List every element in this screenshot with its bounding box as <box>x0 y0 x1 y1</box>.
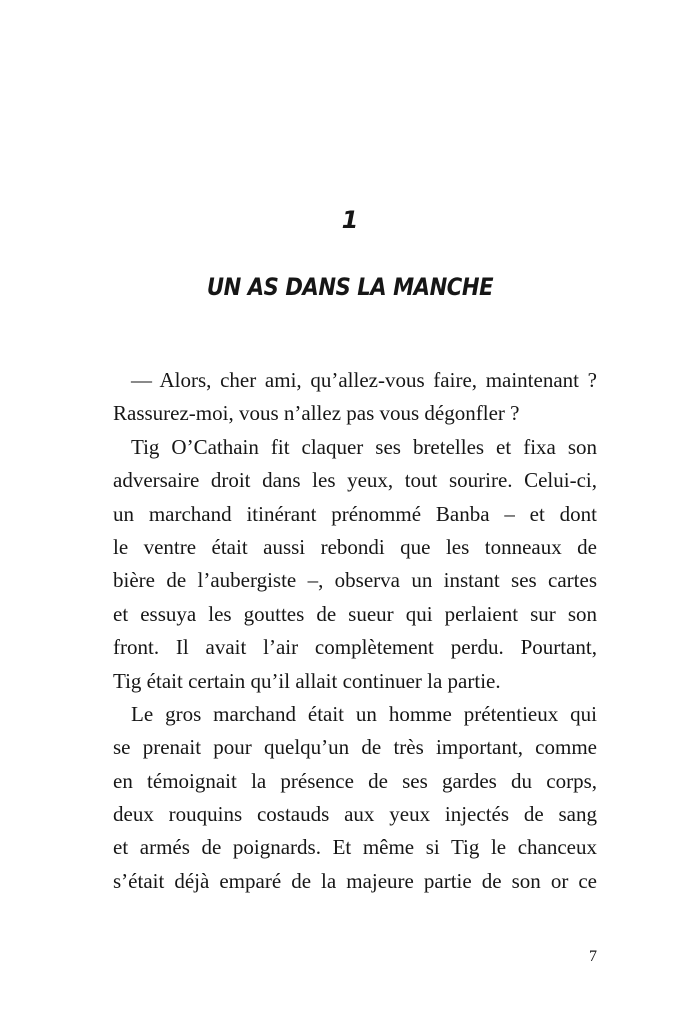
chapter-title: UN AS DANS LA MANCHE <box>206 273 494 301</box>
text-line: Rassurez-moi, vous n’allez pas vous dégonfler ? <box>113 401 520 426</box>
text-line: et essuya les gouttes de sueur qui perlaient sur son <box>113 601 597 626</box>
text-line: se prenait pour quelqu’un de très important, comme <box>113 735 597 760</box>
chapter-number: 1 <box>341 206 359 234</box>
text-line: front. Il avait l’air complètement perdu. Pourtant, <box>113 635 597 660</box>
text-line: et armés de poignards. Et même si Tig le chanceux <box>113 835 597 860</box>
text-line: Le gros marchand était un homme prétentieux qui <box>131 701 597 726</box>
text-line: Tig était certain qu’il allait continuer la partie. <box>113 668 501 693</box>
text-line: bière de l’aubergiste –, observa un instant ses cartes <box>113 568 597 593</box>
text-line: deux rouquins costauds aux yeux injectés de sang <box>113 802 597 827</box>
page-number: 7 <box>589 948 597 965</box>
body-text <box>113 364 597 898</box>
text-line: un marchand itinérant prénommé Banba – et dont <box>113 501 597 526</box>
text-line: adversaire droit dans les yeux, tout sourire. Celui-ci, <box>113 468 597 493</box>
text-line: en témoignait la présence de ses gardes du corps, <box>113 768 597 793</box>
text-line: le ventre était aussi rebondi que les tonneaux de <box>113 534 597 559</box>
text-line: s’était déjà emparé de la majeure partie de son or ce <box>113 868 597 893</box>
text-line: Tig O’Cathain fit claquer ses bretelles et fixa son <box>131 434 597 459</box>
text-line: — Alors, cher ami, qu’allez-vous faire, maintenant ? <box>131 368 597 392</box>
